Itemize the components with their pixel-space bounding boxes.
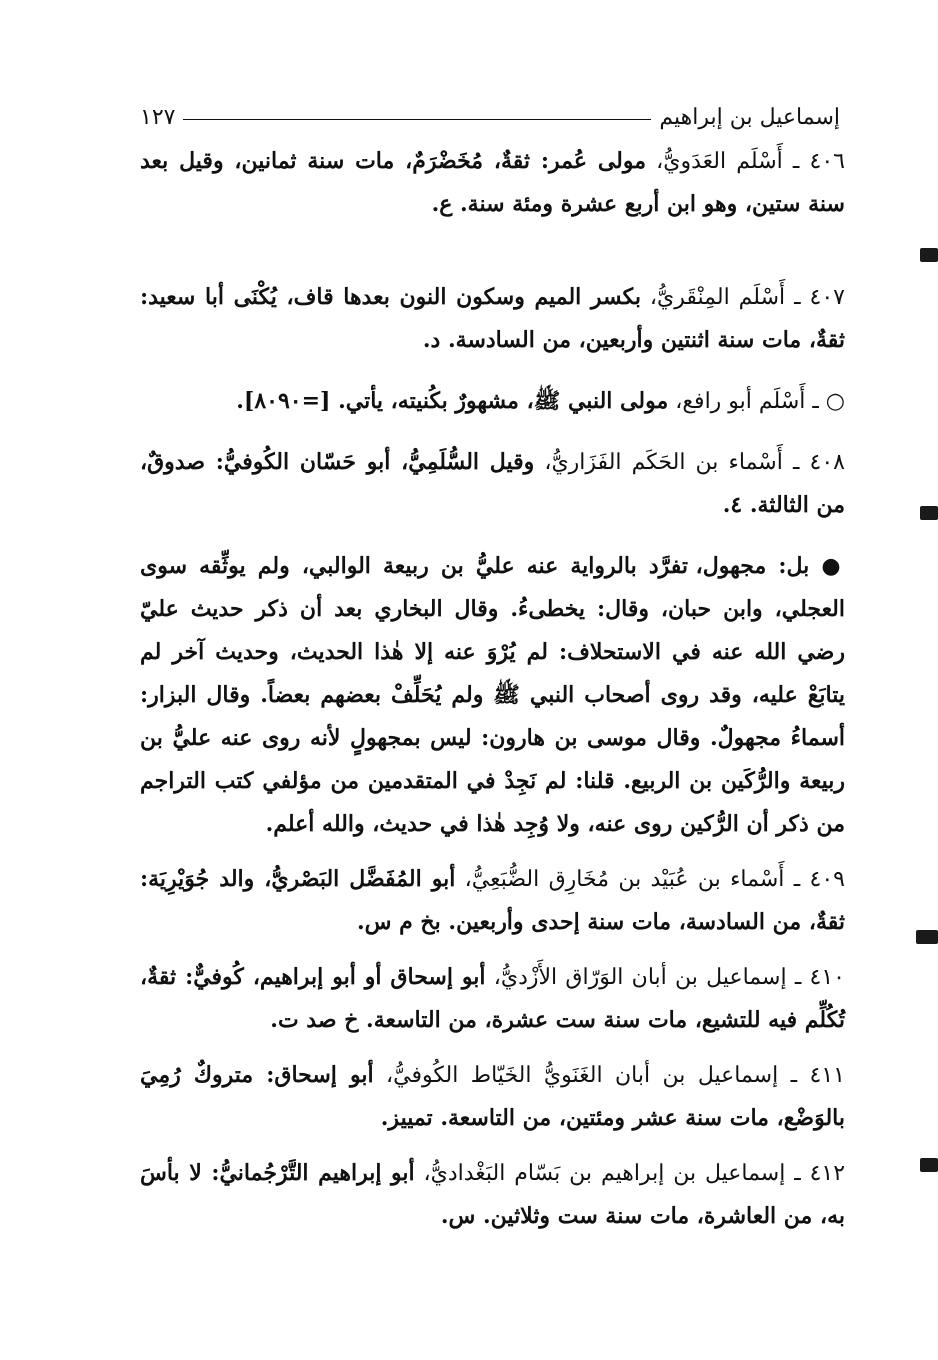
entry-406 xyxy=(140,140,845,226)
entry-lead: ○ ـ أَسْلَم أبو رافع، xyxy=(668,389,845,414)
entry-text: مولى النبي ﷺ، مشهورٌ بكُنيته، يأتي. [=٨٠٩٠]. xyxy=(236,388,669,414)
running-header xyxy=(140,90,840,130)
entry-lead: ٤١١ ـ إسماعيل بن أبان الغَنَويُّ الخَيّاط الكُوفيُّ، xyxy=(373,1063,845,1088)
entry-lead: ٤٠٩ ـ أَسْماء بن عُبَيْد بن مُخَارِق الضُّبَعِيُّ، xyxy=(455,867,845,892)
header-rule xyxy=(183,119,651,120)
entry-lead: ٤٠٨ ـ أَسْماء بن الحَكَم الفَزَاريُّ، xyxy=(534,450,845,475)
entry-text: أبو إسحاق: متروكٌ رُمِيَ بالوَضْع، مات سنة عشر ومئتين، من التاسعة. تمييز. xyxy=(140,1062,845,1131)
entry-text: أبو إبراهيم التَّرْجُمانيُّ: لا بأسَ به، من العاشرة، مات سنة ست وثلاثين. س. xyxy=(140,1160,845,1229)
entry-408 xyxy=(140,441,845,527)
scan-edge-mark xyxy=(920,506,938,520)
entry-411 xyxy=(140,1054,845,1140)
entry-lead: ٤٠٦ ـ أَسْلَم العَدَويُّ، xyxy=(646,149,845,174)
entries-list xyxy=(140,140,845,1238)
entry-text: أبو المُفَضَّل البَصْريُّ، والد جُوَيْرِيَة: ثقةٌ، من السادسة، مات سنة إحدى وأربعين. بخ م س. xyxy=(140,866,845,935)
entry-412 xyxy=(140,1152,845,1238)
page-number: ١٢٧ xyxy=(140,105,176,130)
entry-aslam-abu-rafi xyxy=(140,380,845,423)
scan-edge-mark xyxy=(916,930,938,944)
entry-lead: ٤٠٧ ـ أَسْلَم المِنْقَريُّ، xyxy=(640,285,845,310)
entry-commentary xyxy=(140,545,845,846)
entry-407 xyxy=(140,276,845,362)
entry-409 xyxy=(140,858,845,944)
entry-text: مولى عُمر: ثقةٌ، مُخَضْرَمٌ، مات سنة ثمانين، وقيل بعد سنة ستين، وهو ابن أربع عشرة ومئة سنة. ع. xyxy=(140,148,845,217)
entry-text: أبو إسحاق أو أبو إبراهيم، كُوفيٌّ: ثقةٌ، تُكُلِّم فيه للتشيع، مات سنة ست عشرة، من التاسعة. خ صد ت. xyxy=(140,964,845,1033)
running-header-title: إسماعيل بن إبراهيم xyxy=(659,105,840,130)
entry-lead: ٤١٢ ـ إسماعيل بن إبراهيم بن بَسّام البَغْداديُّ، xyxy=(414,1161,846,1186)
entry-410 xyxy=(140,956,845,1042)
entry-lead: ٤١٠ ـ إسماعيل بن أبان الوَرّاق الأَزْديُّ، xyxy=(485,965,845,990)
scan-edge-mark xyxy=(920,248,938,262)
scan-edge-mark xyxy=(920,1158,938,1172)
entry-text: بكسر الميم وسكون النون بعدها قاف، يُكْنَى أبا سعيد: ثقةٌ، مات سنة اثنتين وأربعين، من السادسة. د. xyxy=(140,284,845,353)
entry-text: وقيل السُّلَمِيُّ، أبو حَسّان الكُوفيُّ: صدوقٌ، من الثالثة. ٤. xyxy=(140,449,845,518)
entry-lead: ● بل: xyxy=(766,553,846,579)
entry-text: مجهول، تفرَّد بالرواية عنه عليُّ بن ربيعة الوالبي، ولم يوثِّقه سوى العجلي، وابن حبان، وقال: يخطىءُ. وقال البخاري بعد أن ذكر حديث عليّ رضي الله عنه في الاستحلاف: لم يُرْوَ عنه إلا هٰذا الحديث، وحديث آخر لم يتابَعْ عليه، وقد روى أصحاب النبي ﷺ ولم يُحَلِّفْ بعضهم بعضاً. وقال البزار: أسماءُ مجهولٌ. وقال موسى بن هارون: ليس بمجهولٍ لأنه روى عنه عليُّ بن ربيعة والرُّكَين بن الربيع. قلنا: لم نَجِدْ في المتقدمين من مؤلفي كتب التراجم من ذكر أن الرُّكين روى عنه، ولا وُجِد هٰذا في حديث، والله أعلم. xyxy=(140,553,845,837)
